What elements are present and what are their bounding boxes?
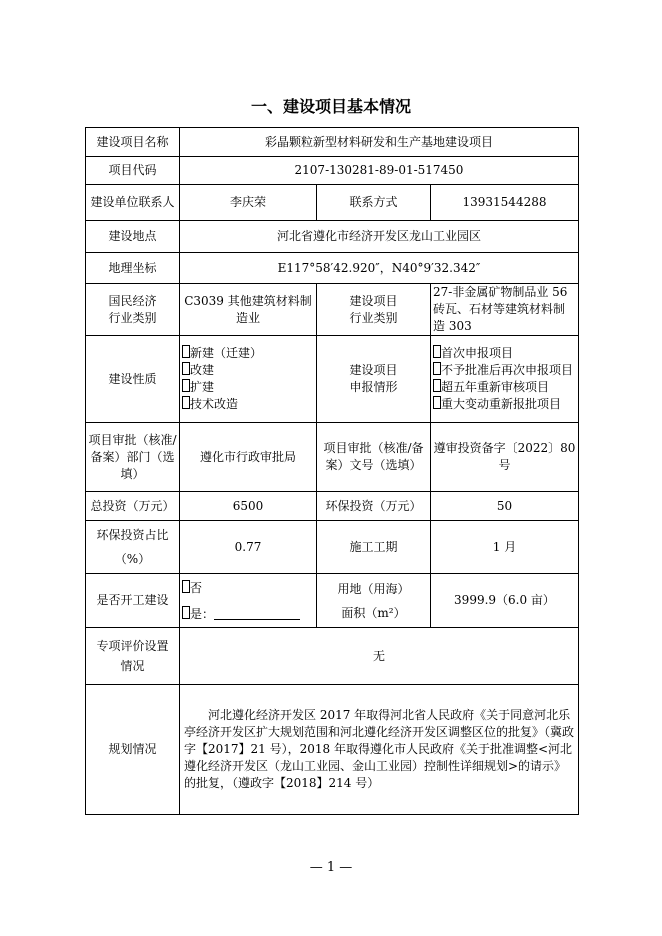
land-label [317,574,431,628]
table-row [86,628,579,685]
nature-option-expand[interactable]: 扩建 [182,379,314,396]
land-value: 3999.9（6.0 亩） [431,574,579,628]
page-number: — 1 — [309,860,353,875]
nature-option-tech[interactable]: 技术改造 [182,396,314,413]
table-row [86,284,579,336]
checkbox-icon [182,345,190,358]
project-industry-label-line2: 行业类别 [349,310,398,325]
industry-value: C3039 其他建筑材料制造业 [180,284,317,336]
started-options [180,574,317,628]
approval-no-label: 项目审批（核准/备案）文号（选填） [317,423,431,492]
nature-option-new[interactable]: 新建（迁建） [182,345,314,362]
approval-dept-value: 遵化市行政审批局 [180,423,317,492]
industry-label-line2: 行业类别 [108,310,157,325]
project-industry-label-line1: 建设项目 [349,293,398,308]
env-investment-label: 环保投资（万元） [317,492,431,521]
table-row [86,253,579,284]
ratio-label-line2: （%） [114,552,151,566]
ratio-label-line1: 环保投资占比 [96,528,169,542]
table-row [86,574,579,628]
table-row [86,221,579,253]
checkbox-icon [433,345,441,358]
declaration-options [431,336,579,423]
contact-value: 李庆荣 [180,185,317,221]
special-label-line2: 情况 [120,659,145,673]
declaration-option-first[interactable]: 首次申报项目 [433,345,576,362]
land-label-line2: 面积（m²） [341,605,406,620]
checkbox-icon [433,362,441,375]
special-label-line1: 专项评价设置 [96,639,169,653]
checkbox-icon [182,396,190,409]
declaration-label-line1: 建设项目 [349,363,398,377]
declaration-label-line2: 申报情形 [349,380,398,394]
underline-blank [214,608,300,620]
phone-label: 联系方式 [317,185,431,221]
table-row [86,521,579,574]
land-label-line1: 用地（用海） [337,581,410,596]
industry-label-line1: 国民经济 [108,293,157,308]
checkbox-icon [182,379,190,392]
table-row [86,492,579,521]
coords-label: 地理坐标 [86,253,180,284]
checkbox-icon [433,396,441,409]
declaration-option-resubmit[interactable]: 不予批准后再次申报项目 [433,362,576,379]
table-row [86,128,579,157]
period-label: 施工工期 [317,521,431,574]
planning-label: 规划情况 [86,685,180,815]
investment-value: 6500 [180,492,317,521]
contact-label: 建设单位联系人 [86,185,180,221]
env-investment-value: 50 [431,492,579,521]
nature-option-rebuild[interactable]: 改建 [182,362,314,379]
project-name-label: 建设项目名称 [86,128,180,157]
project-name-value: 彩晶颗粒新型材料研发和生产基地建设项目 [180,128,579,157]
table-row [86,423,579,492]
checkbox-icon [182,580,190,593]
nature-label: 建设性质 [86,336,180,423]
started-option-no[interactable]: 否 [182,575,314,601]
industry-label [86,284,180,336]
ratio-value: 0.77 [180,521,317,574]
special-label [86,628,180,685]
started-label: 是否开工建设 [86,574,180,628]
table-row [86,336,579,423]
phone-value: 13931544288 [431,185,579,221]
checkbox-icon [182,362,190,375]
table-row [86,685,579,815]
approval-no-value: 遵审投资备字〔2022〕80 号 [431,423,579,492]
project-industry-value: 27-非金属矿物制品业 56 砖瓦、石材等建筑材料制造 303 [431,284,579,336]
location-value: 河北省遵化市经济开发区龙山工业园区 [180,221,579,253]
coords-value: E117°58′42.920″，N40°9′32.342″ [180,253,579,284]
approval-dept-label: 项目审批（核准/备案）部门（选填） [86,423,180,492]
checkbox-icon [182,606,190,619]
started-option-yes[interactable]: 是： [182,601,314,627]
checkbox-icon [433,379,441,392]
location-label: 建设地点 [86,221,180,253]
planning-text: 河北遵化经济开发区 2017 年取得河北省人民政府《关于同意河北乐亭经济开发区扩大规划范围和河北遵化经济开发区调整区位的批复》（冀政字【2017】21 号），2018 年取得遵化市人民政府《关于批准调整<河北遵化经济开发区（龙山工业园、金山工业园）控制性详细规划>的请示》的批复，（遵政字【2018】214 号） [180,685,579,815]
page-title: 一、建设项目基本情况 [250,97,411,116]
declaration-option-major-change[interactable]: 重大变动重新报批项目 [433,396,576,413]
project-code-label: 项目代码 [86,157,180,185]
declaration-label [317,336,431,423]
ratio-label [86,521,180,574]
project-industry-label [317,284,431,336]
table-row [86,157,579,185]
declaration-option-five-years[interactable]: 超五年重新审核项目 [433,379,576,396]
project-code-value: 2107-130281-89-01-517450 [180,157,579,185]
project-info-table [85,127,579,815]
table-row [86,185,579,221]
period-value: 1 月 [431,521,579,574]
investment-label: 总投资（万元） [86,492,180,521]
nature-options [180,336,317,423]
special-value: 无 [180,628,579,685]
